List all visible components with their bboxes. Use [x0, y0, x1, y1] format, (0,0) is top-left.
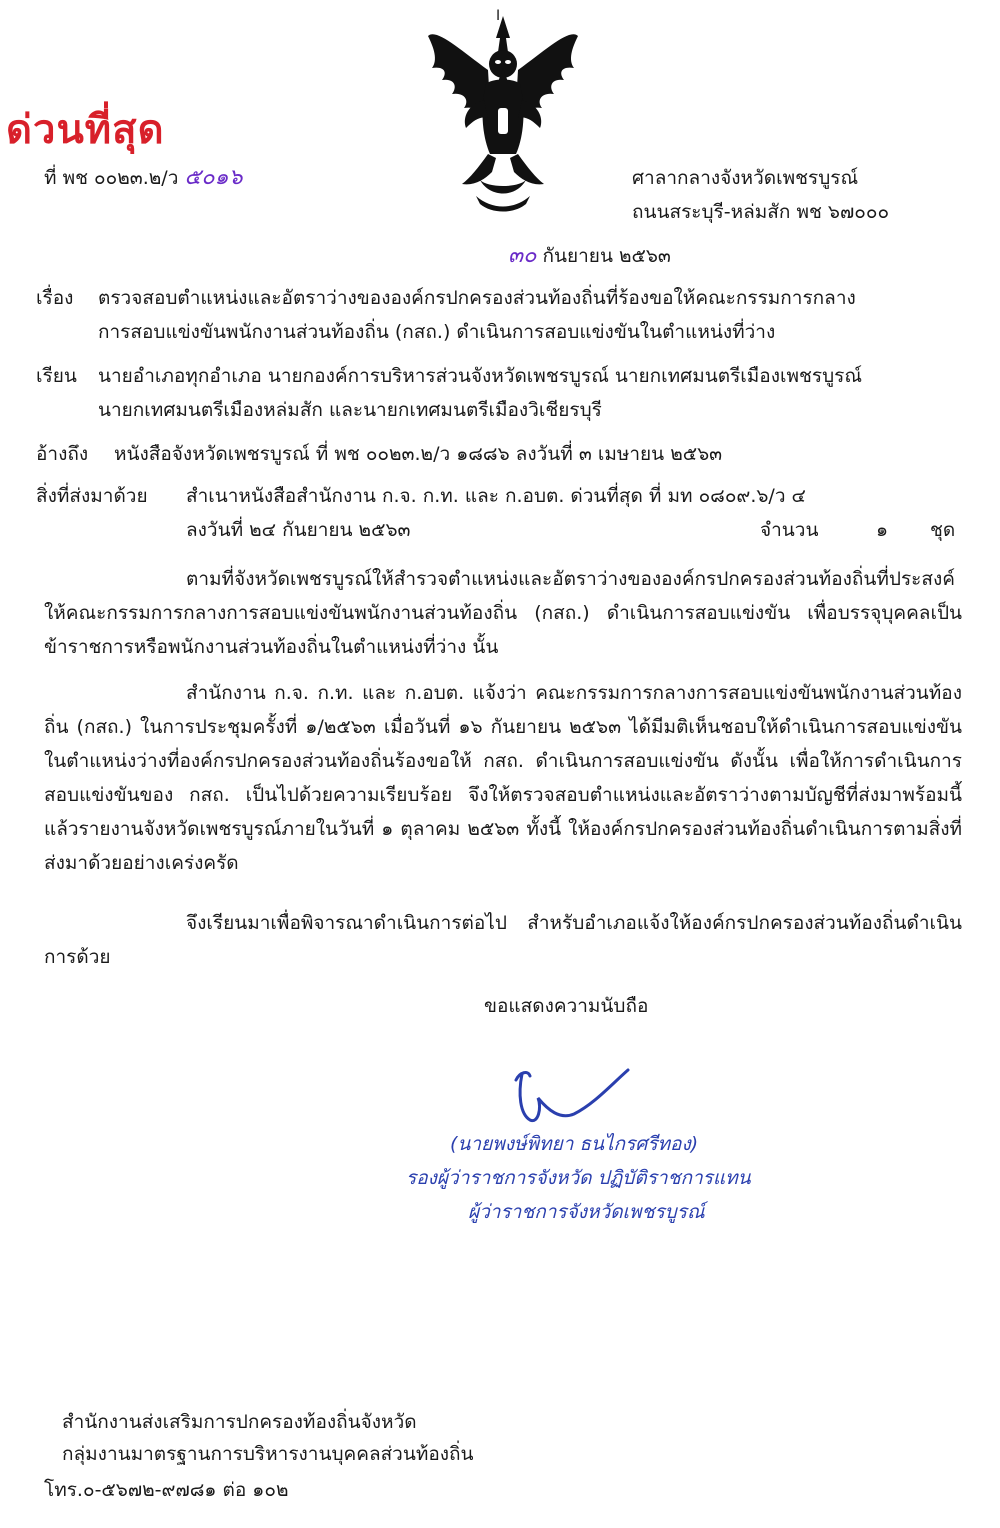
subject-line1: ตรวจสอบตำแหน่งและอัตราว่างขององค์กรปกครองส่วนท้องถิ่นที่ร้องขอให้คณะกรรมการกลาง	[98, 287, 856, 309]
enclosure-qty-unit: ชุด	[930, 519, 956, 541]
recipient-line1: นายอำเภอทุกอำเภอ นายกองค์การบริหารส่วนจังหวัดเพชรบูรณ์ นายกเทศมนตรีเมืองเพชรบูรณ์	[98, 365, 863, 387]
body-paragraph-3: จึงเรียนมาเพื่อพิจารณาดำเนินการต่อไป สำหรับอำเภอแจ้งให้องค์กรปกครองส่วนท้องถิ่นดำเนินการด้วย	[44, 912, 962, 968]
top-mark: I	[496, 8, 501, 24]
signatory-title-line2: ผู้ว่าราชการจังหวัดเพชรบูรณ์	[468, 1201, 705, 1223]
date-month-year: กันยายน ๒๕๖๓	[542, 245, 671, 267]
urgency-stamp: ด่วนที่สุด	[6, 107, 165, 153]
document-number	[44, 166, 242, 190]
letter-date	[508, 244, 671, 268]
recipient-label: เรียน	[36, 365, 77, 387]
signatory-title-line1: รองผู้ว่าราชการจังหวัด ปฏิบัติราชการแทน	[406, 1167, 751, 1189]
enclosure-label: สิ่งที่ส่งมาด้วย	[36, 485, 148, 507]
sender-address-line2: ถนนสระบุรี-หล่มสัก พช ๖๗๐๐๐	[632, 201, 890, 223]
date-day-handwritten: ๓๐	[508, 243, 537, 268]
document-number-handwritten: ๕๐๑๖	[184, 165, 243, 190]
enclosure-qty-label: จำนวน	[760, 519, 819, 541]
footer-phone: โทร.๐-๕๖๗๒-๙๗๘๑ ต่อ ๑๐๒	[44, 1479, 289, 1501]
handwritten-signature-icon	[508, 1064, 638, 1130]
garuda-emblem-icon	[418, 8, 588, 218]
body-paragraph-1: ตามที่จังหวัดเพชรบูรณ์ให้สำรวจตำแหน่งและอัตราว่างขององค์กรปกครองส่วนท้องถิ่นที่ประสงค์ให้คณะกรรมการกลางการสอบแข่งขันพนักงานส่วนท้องถิ่น (กสถ.) ดำเนินการสอบแข่งขัน เพื่อบรรจุบุคคลเป็นข้าราชการหรือพนักงานส่วนท้องถิ่นในตำแหน่งที่ว่าง นั้น	[44, 568, 962, 658]
enclosure-line2: ลงวันที่ ๒๔ กันยายน ๒๕๖๓	[186, 519, 411, 541]
signatory-name: (นายพงษ์พิทยา ธนไกรศรีทอง)	[450, 1133, 699, 1155]
document-number-printed: ที่ พช ๐๐๒๓.๒/ว	[44, 167, 179, 189]
enclosure-qty-value: ๑	[876, 519, 889, 541]
body-paragraph-2: สำนักงาน ก.จ. ก.ท. และ ก.อบต. แจ้งว่า คณะกรรมการกลางการสอบแข่งขันพนักงานส่วนท้องถิ่น (กสถ.) ในการประชุมครั้งที่ ๑/๒๕๖๓ เมื่อวันที่ ๑๖ กันยายน ๒๕๖๓ ได้มีมติเห็นชอบให้ดำเนินการสอบแข่งขันในตำแหน่งว่างที่องค์กรปกครองส่วนท้องถิ่นร้องขอให้ กสถ. ดำเนินการสอบแข่งขัน ดังนั้น เพื่อให้การดำเนินการสอบแข่งขันของ กสถ. เป็นไปด้วยความเรียบร้อย จึงให้ตรวจสอบตำแหน่งและอัตราว่างตามบัญชีที่ส่งมาพร้อมนี้ แล้วรายงานจังหวัดเพชรบูรณ์ภายในวันที่ ๑ ตุลาคม ๒๕๖๓ ทั้งนี้ ให้องค์กรปกครองส่วนท้องถิ่นดำเนินการตามสิ่งที่ส่งมาด้วยอย่างเคร่งครัด	[44, 682, 962, 874]
footer-office: สำนักงานส่งเสริมการปกครองท้องถิ่นจังหวัด	[62, 1411, 417, 1433]
subject-label: เรื่อง	[36, 287, 74, 309]
footer-division: กลุ่มงานมาตรฐานการบริหารงานบุคคลส่วนท้องถิ่น	[62, 1443, 474, 1465]
subject-line2: การสอบแข่งขันพนักงานส่วนท้องถิ่น (กสถ.) ดำเนินการสอบแข่งขันในตำแหน่งที่ว่าง	[98, 321, 776, 343]
recipient-line2: นายกเทศมนตรีเมืองหล่มสัก และนายกเทศมนตรีเมืองวิเชียรบุรี	[98, 399, 602, 421]
reference-label: อ้างถึง	[36, 443, 89, 465]
enclosure-line1: สำเนาหนังสือสำนักงาน ก.จ. ก.ท. และ ก.อบต. ด่วนที่สุด ที่ มท ๐๘๐๙.๖/ว ๔	[186, 485, 806, 507]
sender-address-line1: ศาลากลางจังหวัดเพชรบูรณ์	[632, 167, 859, 189]
reference-text: หนังสือจังหวัดเพชรบูรณ์ ที่ พช ๐๐๒๓.๒/ว ๑๘๘๖ ลงวันที่ ๓ เมษายน ๒๕๖๓	[114, 443, 723, 465]
closing-salutation: ขอแสดงความนับถือ	[484, 995, 649, 1017]
